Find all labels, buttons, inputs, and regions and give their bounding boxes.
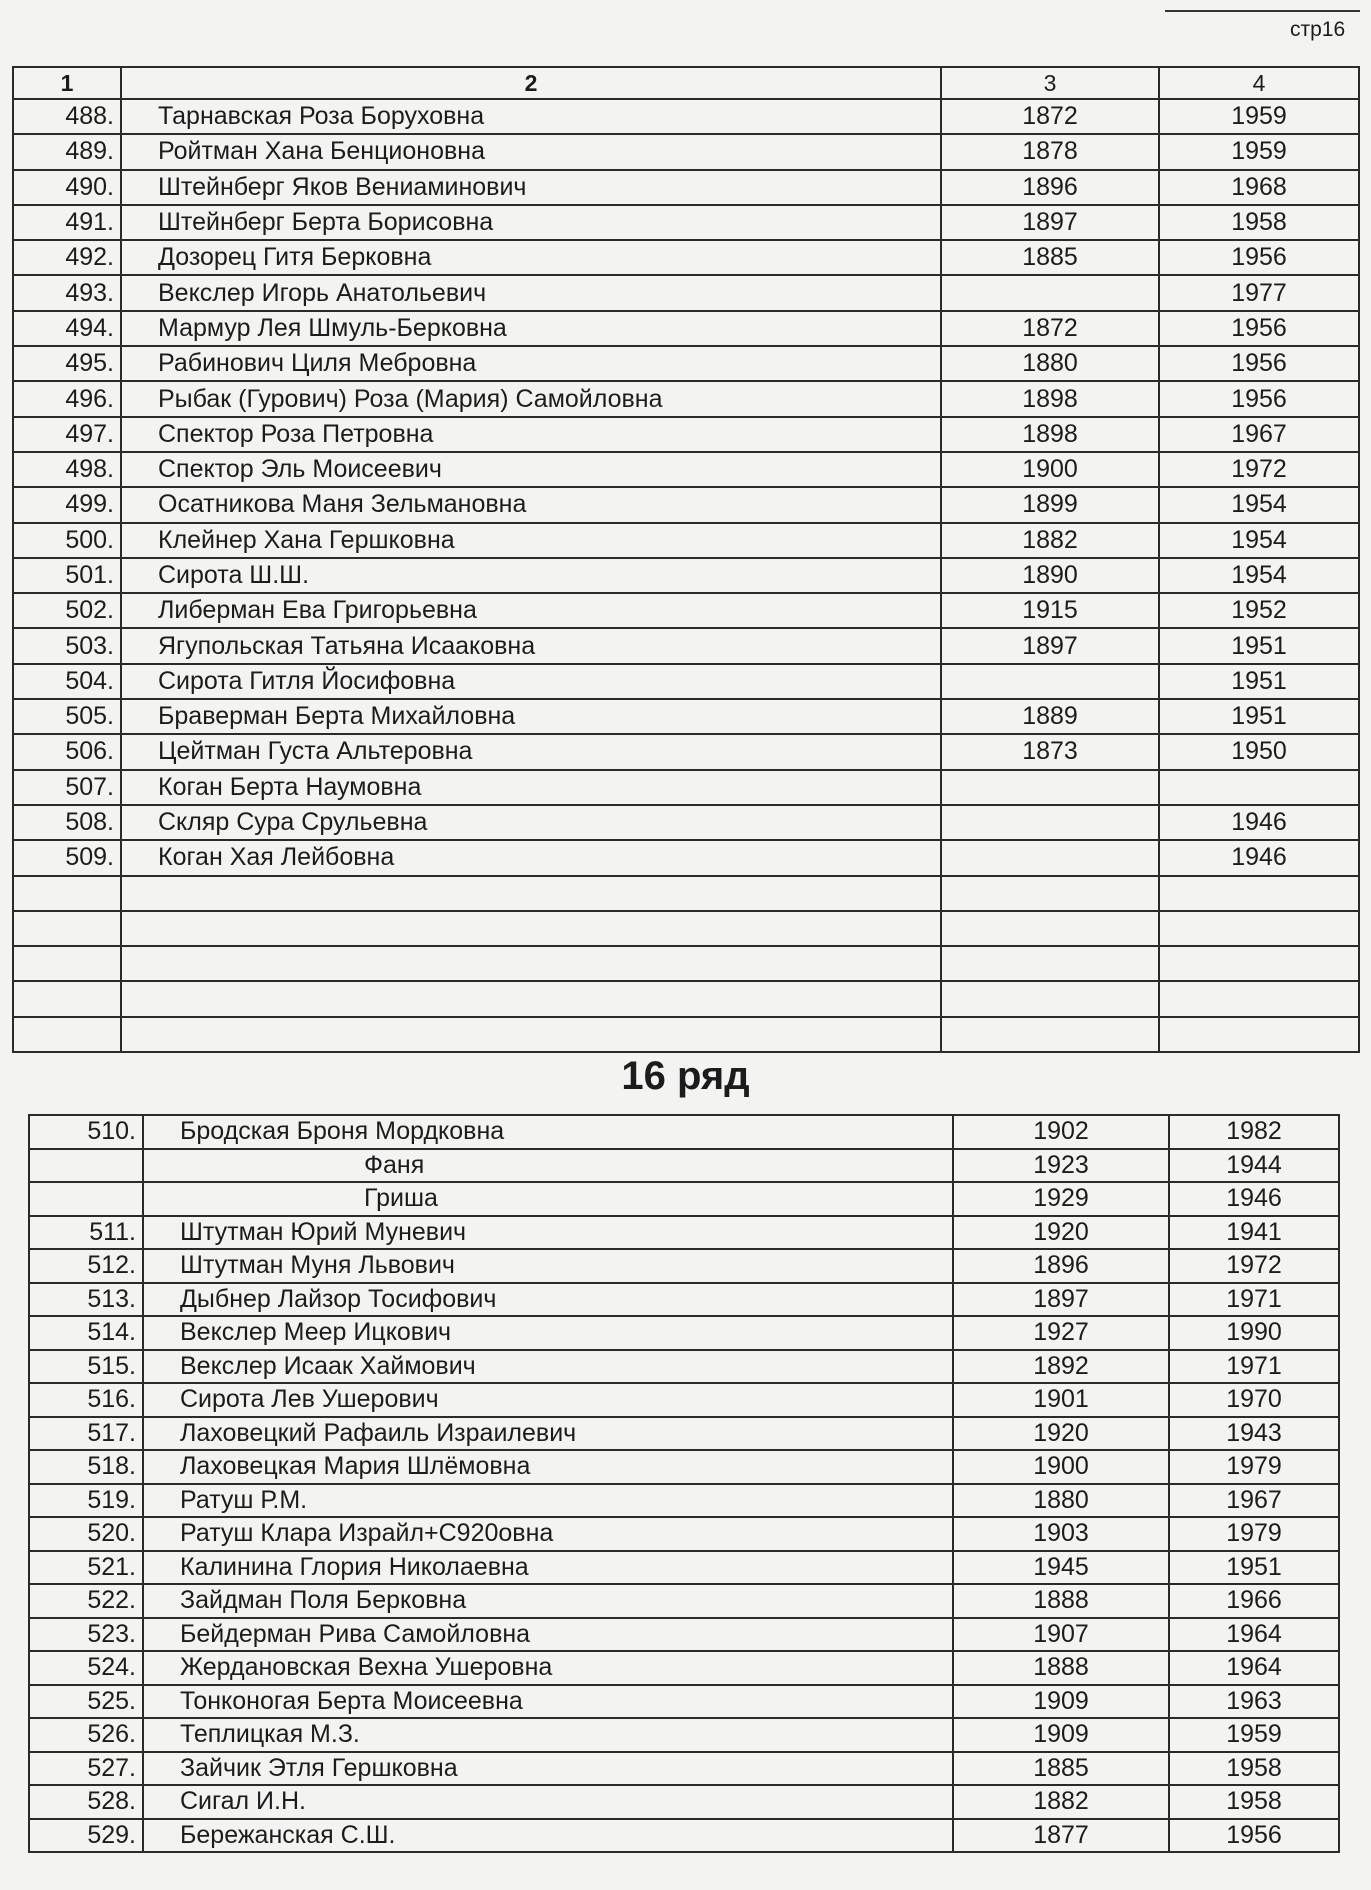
row-number [13, 946, 121, 981]
row-death-year: 1971 [1169, 1283, 1339, 1317]
row-birth-year: 1888 [953, 1584, 1169, 1618]
row-death-year: 1966 [1169, 1584, 1339, 1618]
row-death-year: 1979 [1169, 1517, 1339, 1551]
row-death-year: 1956 [1159, 381, 1359, 416]
row-number [13, 981, 121, 1016]
row-birth-year: 1885 [941, 240, 1159, 275]
row-number: 498. [13, 452, 121, 487]
row-death-year: 1979 [1169, 1450, 1339, 1484]
row-number: 514. [29, 1316, 143, 1350]
row-name: Теплицкая М.З. [143, 1718, 953, 1752]
row-birth-year: 1878 [941, 134, 1159, 169]
page-label: стр16 [1290, 18, 1346, 41]
row-birth-year: 1888 [953, 1651, 1169, 1685]
row-death-year: 1954 [1159, 523, 1359, 558]
row-death-year: 1956 [1159, 311, 1359, 346]
row-number: 524. [29, 1651, 143, 1685]
table-row [29, 1517, 1339, 1551]
table-row [13, 911, 1359, 946]
row-number: 502. [13, 593, 121, 628]
burial-table-bottom [28, 1114, 1340, 1853]
header-col-2: 2 [121, 67, 941, 99]
row-birth-year: 1901 [953, 1383, 1169, 1417]
table-row [13, 381, 1359, 416]
header-col-3: 3 [941, 67, 1159, 99]
row-number: 507. [13, 770, 121, 805]
section-title: 16 ряд [621, 1054, 750, 1098]
row-death-year: 1959 [1159, 134, 1359, 169]
table-row [13, 240, 1359, 275]
row-birth-year: 1915 [941, 593, 1159, 628]
row-name: Ройтман Хана Бенционовна [121, 134, 941, 169]
row-death-year: 1951 [1159, 699, 1359, 734]
row-birth-year [941, 911, 1159, 946]
row-death-year: 1967 [1159, 417, 1359, 452]
row-birth-year [941, 275, 1159, 310]
row-number: 528. [29, 1785, 143, 1819]
row-birth-year [941, 1017, 1159, 1052]
row-number: 513. [29, 1283, 143, 1317]
table-row [13, 664, 1359, 699]
table-row [29, 1785, 1339, 1819]
row-name: Сирота Ш.Ш. [121, 558, 941, 593]
row-birth-year: 1885 [953, 1752, 1169, 1786]
row-birth-year [941, 946, 1159, 981]
row-death-year: 1956 [1169, 1819, 1339, 1853]
table-row [13, 275, 1359, 310]
row-number: 520. [29, 1517, 143, 1551]
row-number: 519. [29, 1484, 143, 1518]
row-death-year: 1946 [1159, 805, 1359, 840]
table-row [13, 523, 1359, 558]
row-birth-year: 1920 [953, 1417, 1169, 1451]
row-birth-year [941, 840, 1159, 875]
row-birth-year: 1889 [941, 699, 1159, 734]
row-birth-year [941, 981, 1159, 1016]
row-name: Гриша [143, 1182, 953, 1216]
row-name: Браверман Берта Михайловна [121, 699, 941, 734]
row-name: Штейнберг Берта Борисовна [121, 205, 941, 240]
row-death-year: 1954 [1159, 558, 1359, 593]
row-name: Тарнавская Роза Боруховна [121, 99, 941, 134]
row-birth-year: 1900 [941, 452, 1159, 487]
row-number: 517. [29, 1417, 143, 1451]
row-death-year: 1968 [1159, 170, 1359, 205]
row-birth-year: 1897 [941, 628, 1159, 663]
table-row [29, 1283, 1339, 1317]
row-name: Спектор Роза Петровна [121, 417, 941, 452]
row-death-year: 1959 [1159, 99, 1359, 134]
row-death-year [1159, 1017, 1359, 1052]
table-row [13, 593, 1359, 628]
row-number: 503. [13, 628, 121, 663]
row-number: 490. [13, 170, 121, 205]
row-birth-year [941, 805, 1159, 840]
row-name: Клейнер Хана Гершковна [121, 523, 941, 558]
row-birth-year: 1909 [953, 1718, 1169, 1752]
table-row [29, 1249, 1339, 1283]
table-row [29, 1685, 1339, 1719]
row-name [121, 1017, 941, 1052]
row-number [29, 1182, 143, 1216]
row-birth-year: 1945 [953, 1551, 1169, 1585]
row-death-year: 1972 [1159, 452, 1359, 487]
row-death-year: 1971 [1169, 1350, 1339, 1384]
row-birth-year: 1872 [941, 99, 1159, 134]
row-number: 499. [13, 487, 121, 522]
row-death-year: 1956 [1159, 346, 1359, 381]
row-number: 525. [29, 1685, 143, 1719]
row-number: 510. [29, 1115, 143, 1149]
row-number [13, 1017, 121, 1052]
row-number: 495. [13, 346, 121, 381]
row-birth-year: 1882 [953, 1785, 1169, 1819]
header-col-4: 4 [1159, 67, 1359, 99]
row-name: Цейтман Густа Альтеровна [121, 734, 941, 769]
row-number: 512. [29, 1249, 143, 1283]
row-name: Бейдерман Рива Самойловна [143, 1618, 953, 1652]
table-row [13, 734, 1359, 769]
row-number: 504. [13, 664, 121, 699]
row-name: Ратуш Клара Израйл+C920овна [143, 1517, 953, 1551]
row-death-year: 1946 [1159, 840, 1359, 875]
row-death-year: 1958 [1169, 1752, 1339, 1786]
table-header-row [13, 67, 1359, 99]
row-name: Сигал И.Н. [143, 1785, 953, 1819]
row-name: Бережанская С.Ш. [143, 1819, 953, 1853]
table-row [13, 170, 1359, 205]
table-row [13, 876, 1359, 911]
row-name: Лаховецкий Рафаиль Израилевич [143, 1417, 953, 1451]
row-birth-year: 1872 [941, 311, 1159, 346]
row-number [13, 876, 121, 911]
row-death-year: 1951 [1169, 1551, 1339, 1585]
row-number: 506. [13, 734, 121, 769]
row-number: 511. [29, 1216, 143, 1250]
row-birth-year: 1882 [941, 523, 1159, 558]
burial-table-top [12, 66, 1360, 1053]
row-name: Либерман Ева Григорьевна [121, 593, 941, 628]
row-number: 521. [29, 1551, 143, 1585]
row-death-year: 1958 [1169, 1785, 1339, 1819]
row-name: Зайдман Поля Берковна [143, 1584, 953, 1618]
table-row [29, 1584, 1339, 1618]
table-row [29, 1651, 1339, 1685]
row-name [121, 876, 941, 911]
row-death-year [1159, 770, 1359, 805]
row-number [13, 911, 121, 946]
row-name: Тонконогая Берта Моисеевна [143, 1685, 953, 1719]
table-row [13, 981, 1359, 1016]
row-birth-year [941, 876, 1159, 911]
table-row [29, 1718, 1339, 1752]
row-name: Дыбнер Лайзор Тосифович [143, 1283, 953, 1317]
row-name: Коган Берта Наумовна [121, 770, 941, 805]
row-birth-year: 1880 [941, 346, 1159, 381]
row-birth-year: 1892 [953, 1350, 1169, 1384]
row-name: Зайчик Этля Гершковна [143, 1752, 953, 1786]
row-name: Векслер Игорь Анатольевич [121, 275, 941, 310]
row-number: 500. [13, 523, 121, 558]
row-name: Векслер Исаак Хаймович [143, 1350, 953, 1384]
row-death-year [1159, 981, 1359, 1016]
row-number [29, 1149, 143, 1183]
table-row [13, 487, 1359, 522]
row-death-year: 1952 [1159, 593, 1359, 628]
row-name: Осатникова Маня Зельмановна [121, 487, 941, 522]
table-row [29, 1316, 1339, 1350]
table-row [13, 311, 1359, 346]
row-name: Коган Хая Лейбовна [121, 840, 941, 875]
row-name: Мармур Лея Шмуль-Берковна [121, 311, 941, 346]
row-name: Жердановская Вехна Ушеровна [143, 1651, 953, 1685]
row-number: 516. [29, 1383, 143, 1417]
header-col-1: 1 [13, 67, 121, 99]
row-death-year: 1950 [1159, 734, 1359, 769]
table-row [29, 1618, 1339, 1652]
table-row [29, 1383, 1339, 1417]
row-name: Штутман Муня Львович [143, 1249, 953, 1283]
row-birth-year: 1896 [941, 170, 1159, 205]
table-row [13, 346, 1359, 381]
table-row [13, 699, 1359, 734]
table-row [13, 628, 1359, 663]
table-row [29, 1417, 1339, 1451]
row-death-year: 1943 [1169, 1417, 1339, 1451]
row-death-year: 1946 [1169, 1182, 1339, 1216]
row-death-year [1159, 946, 1359, 981]
table-row [29, 1216, 1339, 1250]
row-birth-year: 1900 [953, 1450, 1169, 1484]
row-death-year: 1972 [1169, 1249, 1339, 1283]
row-death-year [1159, 876, 1359, 911]
row-number: 491. [13, 205, 121, 240]
table-row [13, 558, 1359, 593]
row-death-year: 1964 [1169, 1651, 1339, 1685]
row-death-year: 1941 [1169, 1216, 1339, 1250]
row-name: Сирота Лев Ушерович [143, 1383, 953, 1417]
table-row [13, 946, 1359, 981]
row-death-year: 1956 [1159, 240, 1359, 275]
row-number: 505. [13, 699, 121, 734]
row-birth-year: 1896 [953, 1249, 1169, 1283]
row-birth-year: 1897 [953, 1283, 1169, 1317]
row-name: Штутман Юрий Муневич [143, 1216, 953, 1250]
table-row [13, 1017, 1359, 1052]
table-row [29, 1551, 1339, 1585]
table-row [13, 840, 1359, 875]
table-row [13, 134, 1359, 169]
row-name [121, 911, 941, 946]
row-number: 492. [13, 240, 121, 275]
row-birth-year: 1880 [953, 1484, 1169, 1518]
page-label-rule [1165, 10, 1360, 12]
row-number: 488. [13, 99, 121, 134]
row-number: 496. [13, 381, 121, 416]
table-row [13, 99, 1359, 134]
table-row [29, 1115, 1339, 1149]
row-name: Ратуш Р.М. [143, 1484, 953, 1518]
row-number: 493. [13, 275, 121, 310]
row-name: Фаня [143, 1149, 953, 1183]
row-death-year: 1958 [1159, 205, 1359, 240]
row-number: 522. [29, 1584, 143, 1618]
row-name: Калинина Глория Николаевна [143, 1551, 953, 1585]
row-birth-year [941, 770, 1159, 805]
row-number: 523. [29, 1618, 143, 1652]
table-row [13, 205, 1359, 240]
row-death-year: 1967 [1169, 1484, 1339, 1518]
row-name: Бродская Броня Мордковна [143, 1115, 953, 1149]
row-death-year: 1982 [1169, 1115, 1339, 1149]
row-number: 501. [13, 558, 121, 593]
row-number: 526. [29, 1718, 143, 1752]
table-row [29, 1350, 1339, 1384]
table-row [29, 1819, 1339, 1853]
row-birth-year: 1920 [953, 1216, 1169, 1250]
row-number: 508. [13, 805, 121, 840]
row-name [121, 981, 941, 1016]
row-number: 509. [13, 840, 121, 875]
row-name: Штейнберг Яков Вениаминович [121, 170, 941, 205]
row-birth-year: 1873 [941, 734, 1159, 769]
row-death-year: 1951 [1159, 664, 1359, 699]
row-name: Рабинович Циля Мебровна [121, 346, 941, 381]
row-death-year: 1970 [1169, 1383, 1339, 1417]
row-name: Спектор Эль Моисеевич [121, 452, 941, 487]
table-row [13, 805, 1359, 840]
row-death-year: 1977 [1159, 275, 1359, 310]
row-name: Дозорец Гитя Берковна [121, 240, 941, 275]
row-name: Рыбак (Гурович) Роза (Мария) Самойловна [121, 381, 941, 416]
row-birth-year: 1897 [941, 205, 1159, 240]
row-name: Ягупольская Татьяна Исааковна [121, 628, 941, 663]
row-name: Сирота Гитля Йосифовна [121, 664, 941, 699]
row-birth-year [941, 664, 1159, 699]
row-number: 529. [29, 1819, 143, 1853]
row-birth-year: 1909 [953, 1685, 1169, 1719]
row-number: 527. [29, 1752, 143, 1786]
row-birth-year: 1877 [953, 1819, 1169, 1853]
row-number: 515. [29, 1350, 143, 1384]
row-birth-year: 1899 [941, 487, 1159, 522]
row-birth-year: 1923 [953, 1149, 1169, 1183]
table-row [29, 1450, 1339, 1484]
row-death-year: 1954 [1159, 487, 1359, 522]
table-row [13, 417, 1359, 452]
row-name: Скляр Сура Срульевна [121, 805, 941, 840]
row-death-year: 1990 [1169, 1316, 1339, 1350]
table-row [13, 452, 1359, 487]
row-birth-year: 1903 [953, 1517, 1169, 1551]
row-number: 518. [29, 1450, 143, 1484]
row-death-year: 1964 [1169, 1618, 1339, 1652]
table-row [29, 1149, 1339, 1183]
row-number: 489. [13, 134, 121, 169]
row-death-year [1159, 911, 1359, 946]
row-death-year: 1963 [1169, 1685, 1339, 1719]
row-number: 497. [13, 417, 121, 452]
row-birth-year: 1902 [953, 1115, 1169, 1149]
row-birth-year: 1898 [941, 417, 1159, 452]
table-row [29, 1752, 1339, 1786]
row-birth-year: 1927 [953, 1316, 1169, 1350]
table-row [29, 1182, 1339, 1216]
table-row [29, 1484, 1339, 1518]
row-birth-year: 1907 [953, 1618, 1169, 1652]
row-birth-year: 1929 [953, 1182, 1169, 1216]
row-death-year: 1959 [1169, 1718, 1339, 1752]
row-number: 494. [13, 311, 121, 346]
table-row [13, 770, 1359, 805]
row-death-year: 1944 [1169, 1149, 1339, 1183]
row-name [121, 946, 941, 981]
row-name: Лаховецкая Мария Шлёмовна [143, 1450, 953, 1484]
row-death-year: 1951 [1159, 628, 1359, 663]
row-name: Векслер Меер Ицкович [143, 1316, 953, 1350]
row-birth-year: 1890 [941, 558, 1159, 593]
row-birth-year: 1898 [941, 381, 1159, 416]
